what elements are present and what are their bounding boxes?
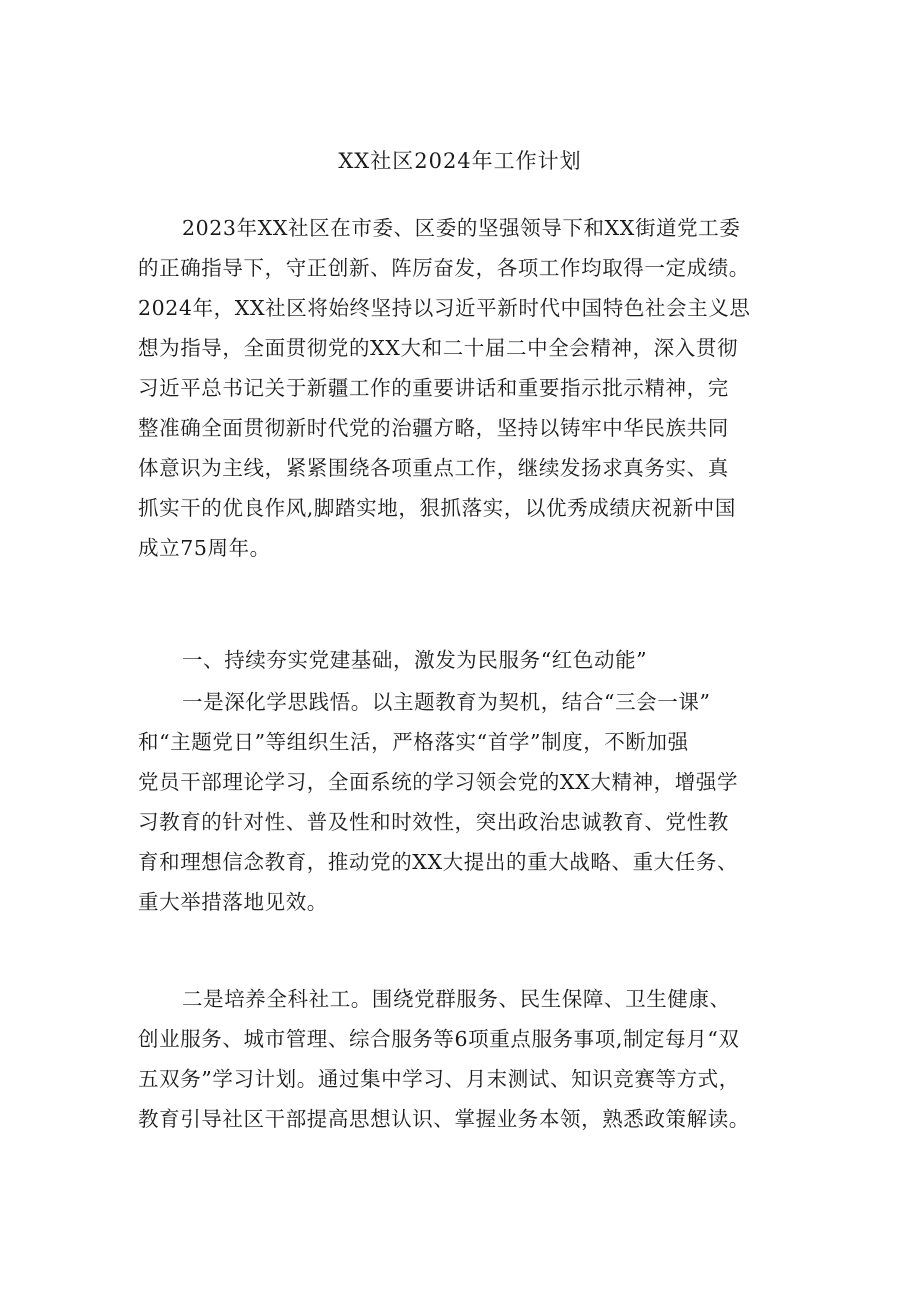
paragraph-line: 想为指导，全面贯彻党的XX大和二十届二中全会精神，深入贯彻 [138, 336, 739, 360]
heading-line: 一、持续夯实党建基础，激发为民服务“红色动能” [182, 648, 648, 672]
paragraph-line: 五双务”学习计划。通过集中学习、月末测试、知识竞赛等方式， [138, 1067, 740, 1091]
paragraph-line: 成立75周年。 [138, 536, 271, 560]
paragraph-line: 2023年XX社区在市委、区委的坚强领导下和XX街道党工委 [182, 216, 741, 240]
paragraph-line: 党员干部理论学习，全面系统的学习领会党的XX大精神，增强学 [138, 770, 739, 794]
paragraph-line: 习近平总书记关于新疆工作的重要讲话和重要指示批示精神，完 [138, 376, 729, 400]
paragraph-line: 二是培养全科社工。围绕党群服务、民生保障、卫生健康、 [182, 987, 731, 1011]
paragraph-line: 整准确全面贯彻新时代党的治疆方略，坚持以铸牢中华民族共同 [138, 416, 729, 440]
paragraph-line: 和“主题党日”等组织生活，严格落实“首学”制度，不断加强 [138, 730, 689, 754]
paragraph-study [138, 682, 804, 922]
paragraph-line: 育和理想信念教育，推动党的XX大提出的重大战略、重大任务、 [138, 850, 739, 874]
paragraph-line: 2024年，XX社区将始终坚持以习近平新时代中国特色社会主义思 [138, 296, 751, 320]
paragraph-line: 重大举措落地见效。 [138, 890, 328, 914]
paragraph-line: 教育引导社区干部提高思想认识、掌握业务本领，熟悉政策解读。 [138, 1107, 750, 1131]
paragraph-line: 一是深化学思践悟。以主题教育为契机，结合“三会一课” [182, 690, 711, 714]
paragraph-line: 的正确指导下，守正创新、阵厉奋发，各项工作均取得一定成绩。 [138, 256, 750, 280]
paragraph-intro [138, 208, 804, 568]
section-heading [138, 640, 804, 680]
paragraph-line: 体意识为主线，紧紧围绕各项重点工作，继续发扬求真务实、真 [138, 456, 729, 480]
paragraph-line: 抓实干的优良作风,脚踏实地，狠抓落实，以优秀成绩庆祝新中国 [138, 496, 736, 520]
paragraph-line: 创业服务、城市管理、综合服务等6项重点服务事项,制定每月“双 [138, 1027, 740, 1051]
document-title: XX社区2024年工作计划 [338, 149, 582, 173]
paragraph-training [138, 979, 804, 1139]
paragraph-line: 习教育的针对性、普及性和时效性，突出政治忠诚教育、党性教 [138, 810, 729, 834]
